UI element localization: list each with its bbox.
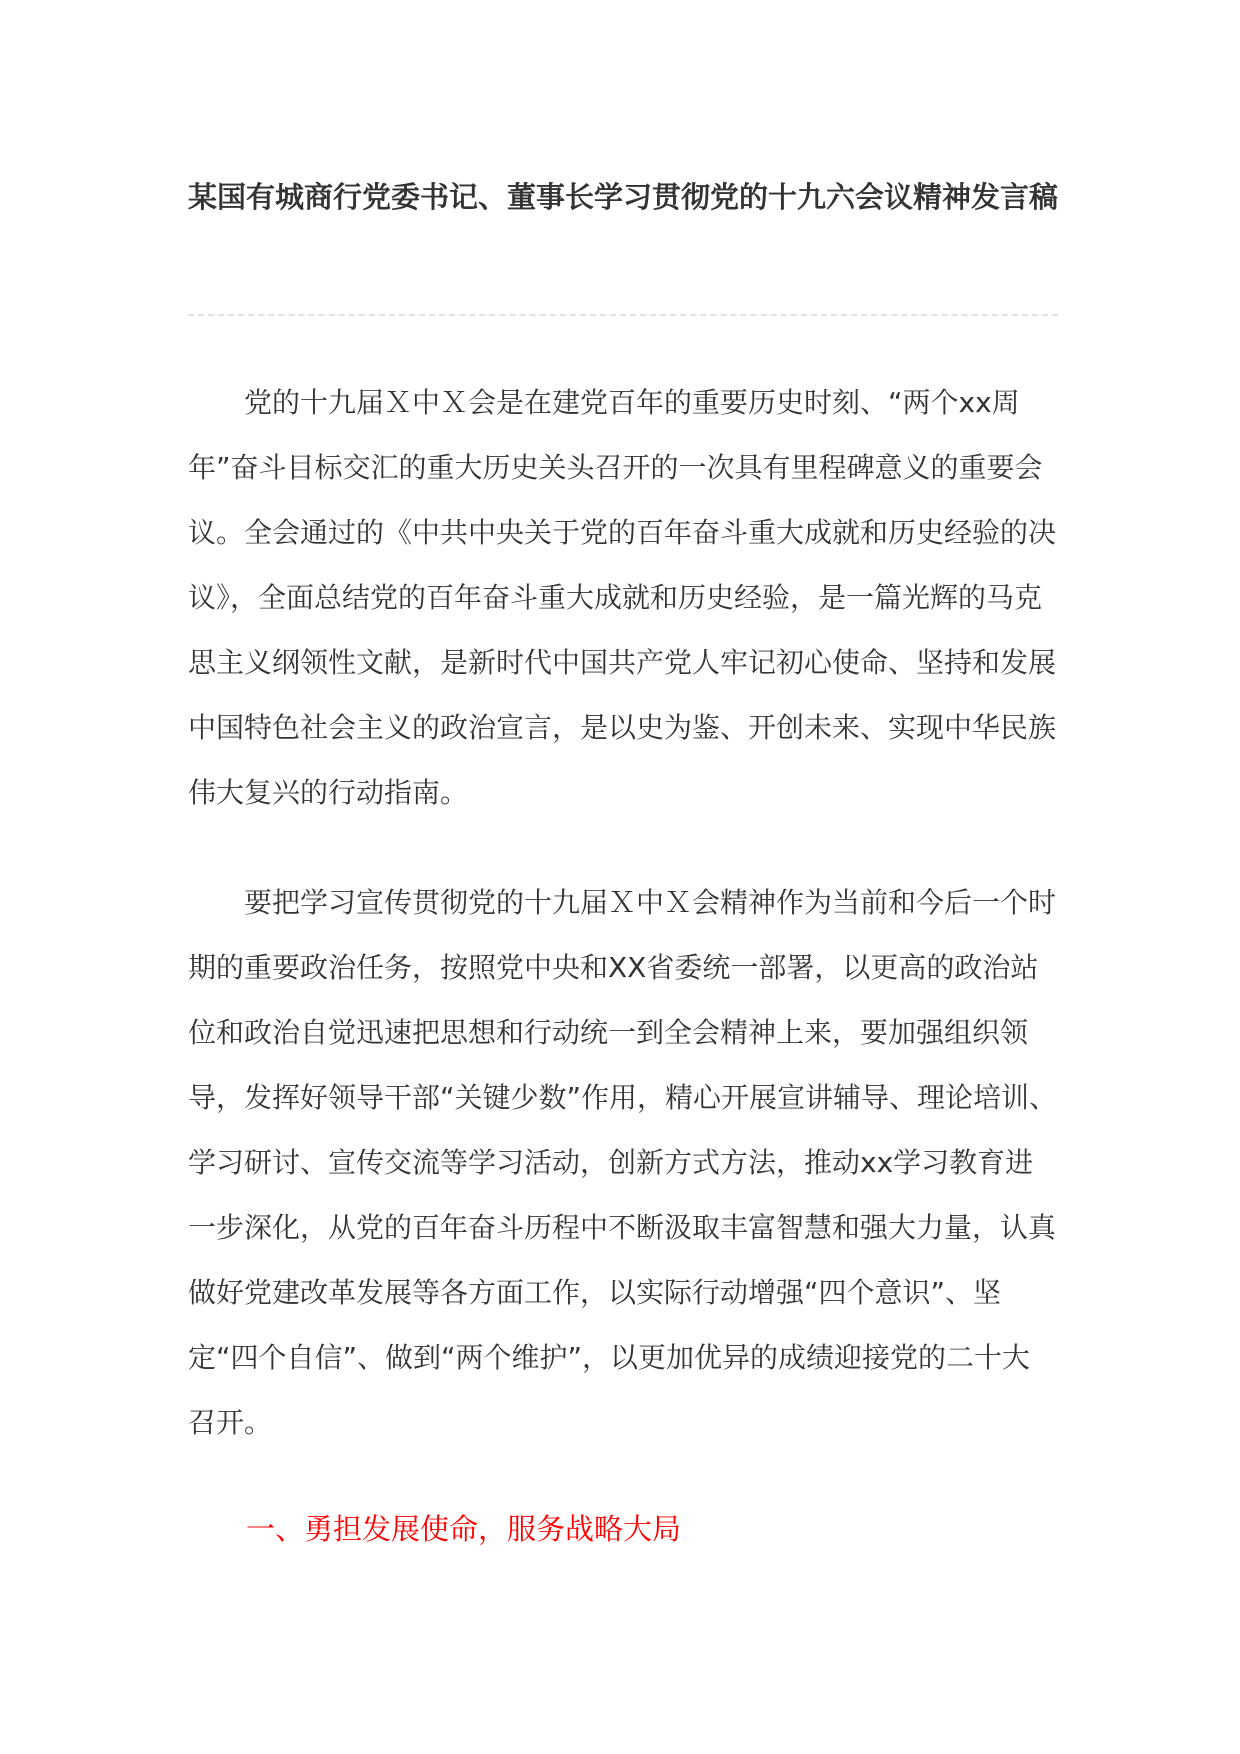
paragraph-2: 要把学习宣传贯彻党的十九届Ｘ中Ｘ会精神作为当前和今后一个时期的重要政治任务，按照党中央和XX省委统一部署，以更高的政治站位和政治自觉迅速把思想和行动统一到全会精神上来，要加强组织领导，发挥好领导干部“关键少数”作用，精心开展宣讲辅导、理论培训、学习研讨、宣传交流等学习活动，创新方式方法，推动xx学习教育进一步深化，从党的百年奋斗历程中不断汲取丰富智慧和强大力量，认真做好党建改革发展等各方面工作，以实际行动增强“四个意识”、坚定“四个自信”、做到“两个维护”，以更加优异的成绩迎接党的二十大召开。 [188,886,1058,1439]
title-divider [188,314,1058,316]
paragraph-1: 党的十九届Ｘ中Ｘ会是在建党百年的重要历史时刻、“两个xx周年”奋斗目标交汇的重大历史关头召开的一次具有里程碑意义的重要会议。全会通过的《中共中央关于党的百年奋斗重大成就和历史经验的决议》，全面总结党的百年奋斗重大成就和历史经验，是一篇光辉的马克思主义纲领性文献，是新时代中国共产党人牢记初心使命、坚持和发展中国特色社会主义的政治宣言，是以史为鉴、开创未来、实现中华民族伟大复兴的行动指南。 [188,386,1057,809]
section-heading: 一、勇担发展使命，服务战略大局 [246,1512,682,1546]
document-title: 某国有城商行党委书记、董事长学习贯彻党的十九六会议精神发言稿 [188,180,1059,214]
